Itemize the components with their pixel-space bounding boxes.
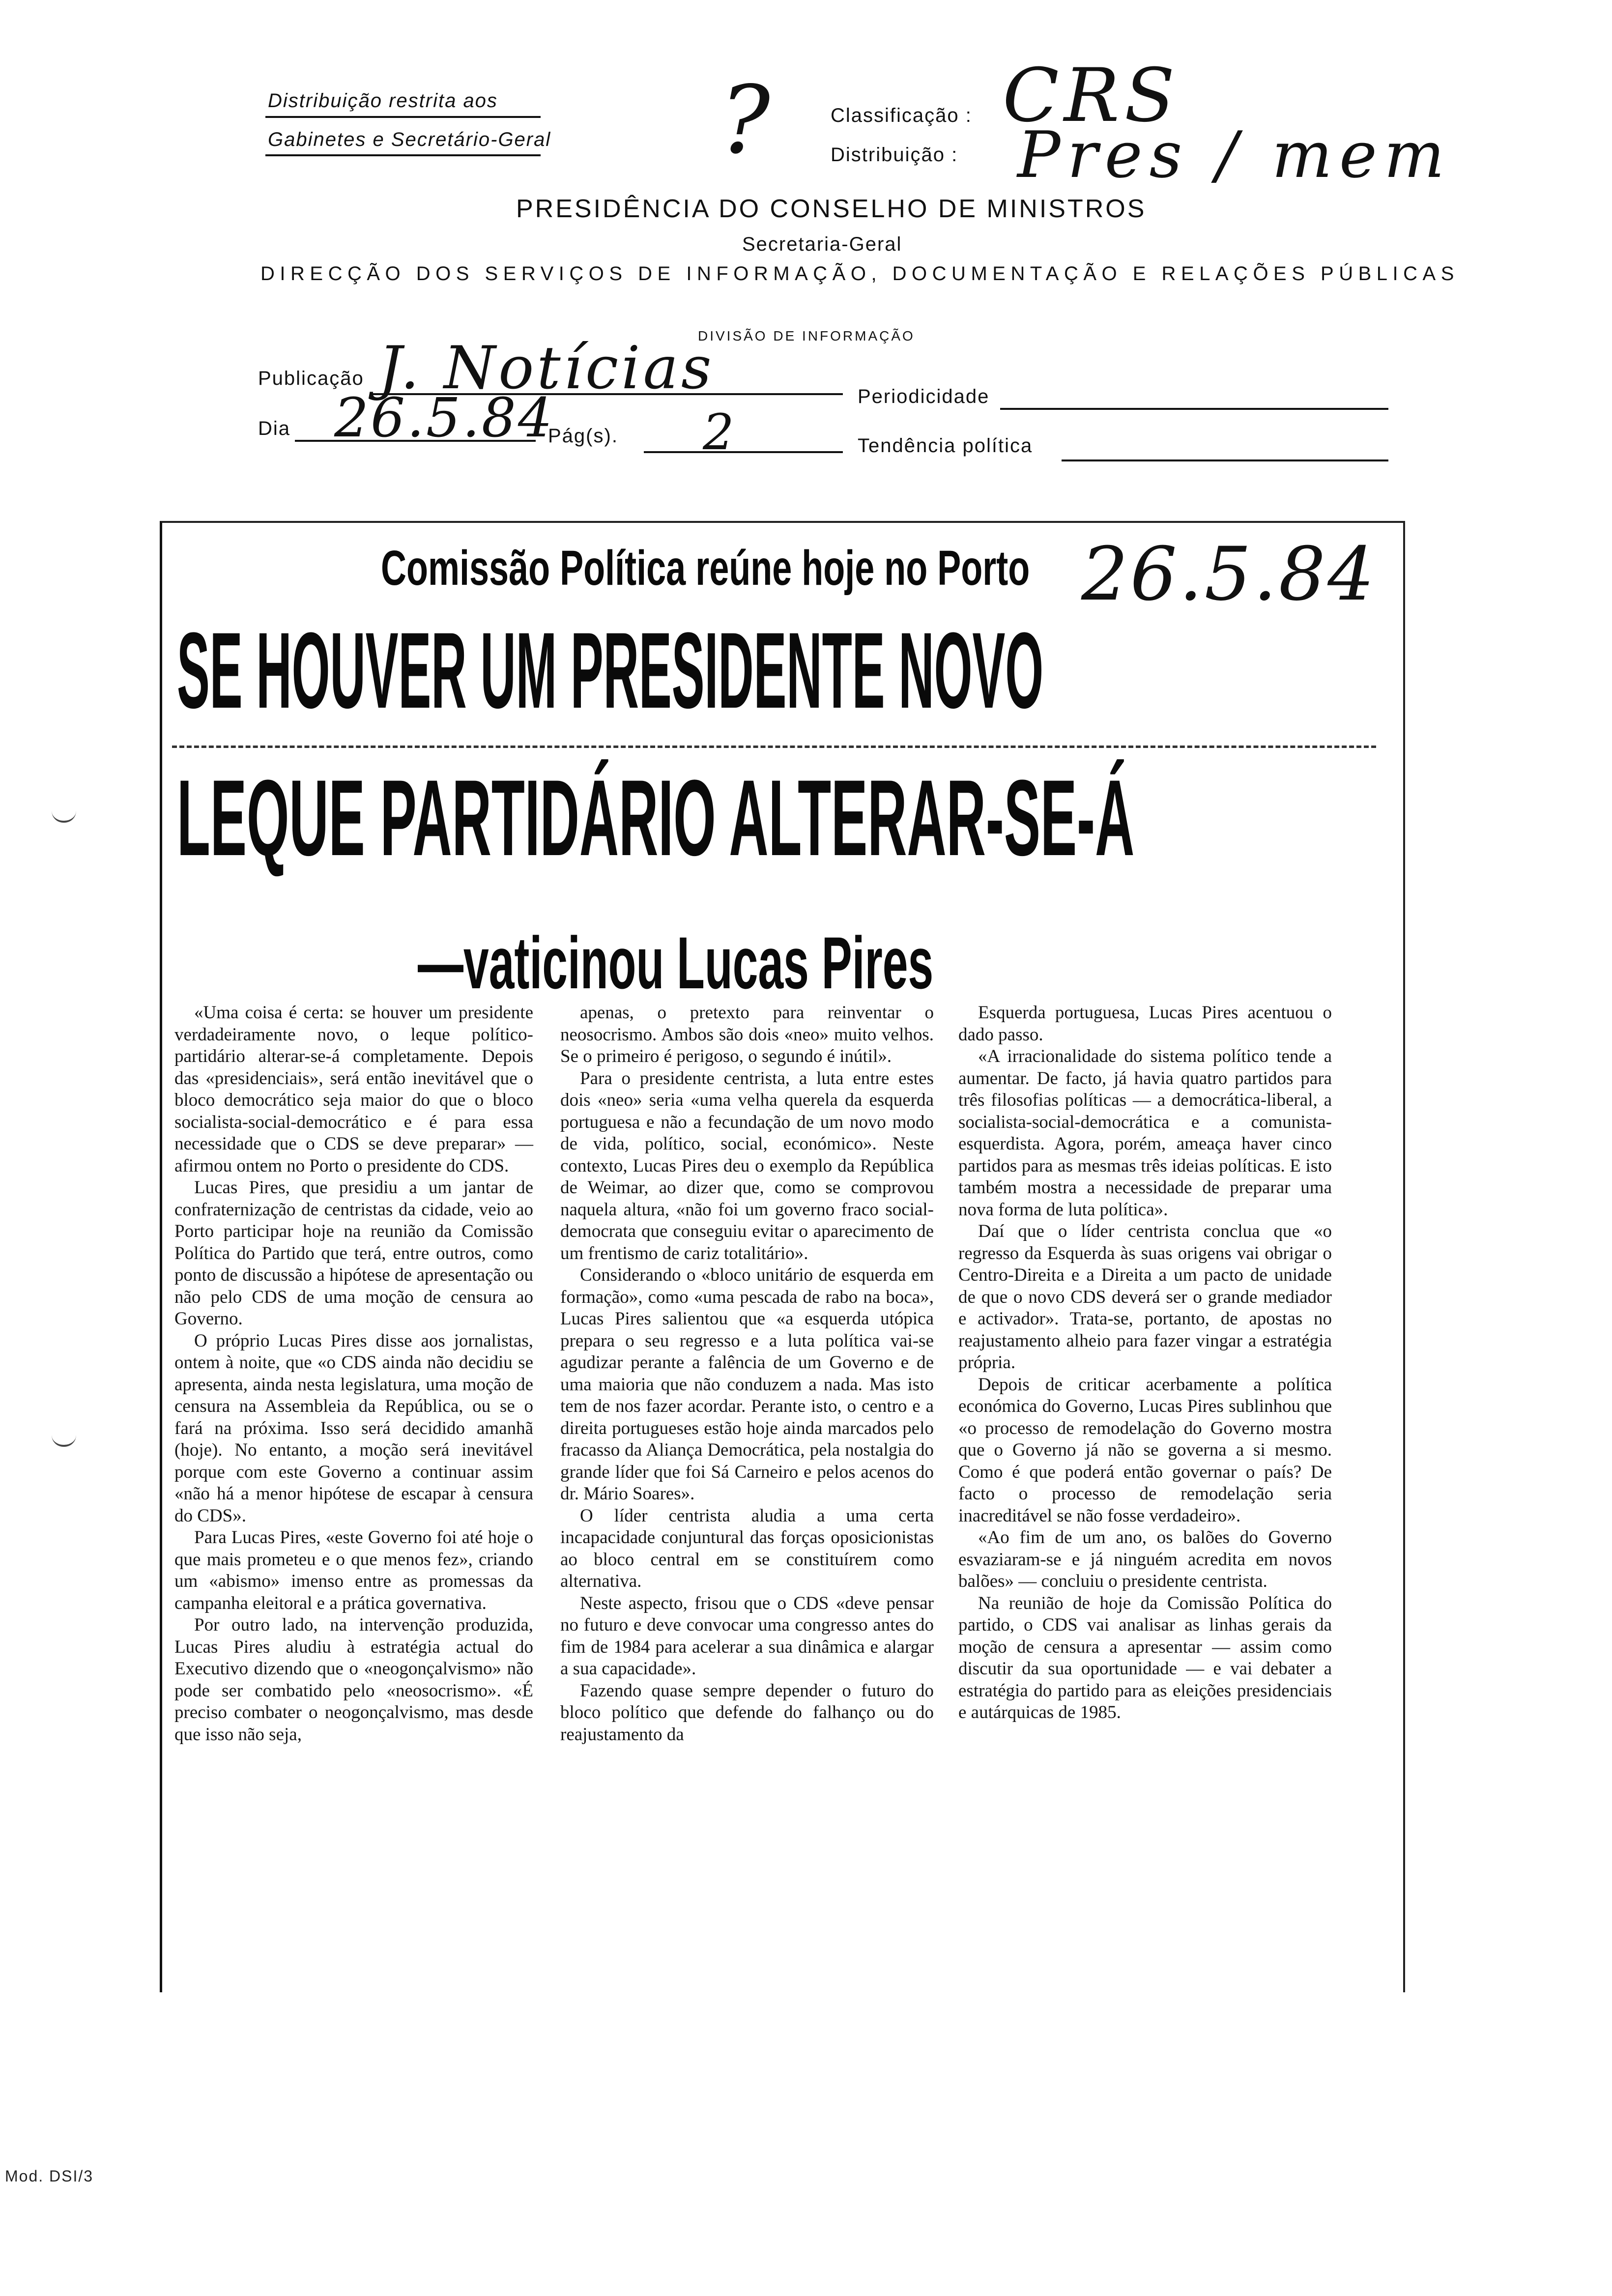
article-paragraph: Neste aspecto, frisou que o CDS «deve pensar no futuro e deve convocar uma congresso antes do fim de 1984 para acelerar a sua dinâmica e alargar a sua capacidade». (560, 1593, 934, 1679)
periodicidade-label: Periodicidade (858, 386, 990, 407)
tendencia-label: Tendência política (858, 435, 1033, 457)
article-paragraph: Esquerda portuguesa, Lucas Pires acentuou o dado passo. (958, 1003, 1332, 1045)
scan-margin-mark (52, 811, 76, 823)
article-paragraph: «A irracionalidade do sistema político tende a aumentar. De facto, já havia quatro partidos para três filosofias políticas — a democrática-liberal, a socialista-social-democrática e a comunista-esquerdista. Agora, porém, ameaça haver cinco partidos para as mesmas três ideias políticas. E isto também mostra a necessidade de preparar uma nova forma de luta política». (958, 1046, 1332, 1220)
publicacao-label: Publicação (258, 368, 364, 389)
handwritten-date-stamp: 26.5.84 (1081, 532, 1377, 617)
periodicidade-line (1000, 408, 1388, 410)
pags-label: Pág(s). (548, 425, 618, 447)
article-paragraph: Lucas Pires, que presidiu a um jantar de confraternização de centristas da cidade, veio ao Porto participar hoje na reunião da Comissão Política do Partido que terá, entre outros, como ponto de discussão a hipótese de apresentação ou não pelo CDS de uma moção de censura ao Governo. (174, 1177, 533, 1329)
clipping-frame (160, 521, 1405, 1992)
article-paragraph: Daí que o líder centrista conclua que «o regresso da Esquerda às suas origens vai obrigar o Centro-Direita e a Direita a um pacto de unidade de que o novo CDS deverá ser o grande mediador e activador». Trata-se, portanto, de apostas no reajustamento alheio para fazer vingar a estratégia própria. (958, 1221, 1332, 1373)
distribution-note-line1: Distribuição restrita aos (268, 90, 498, 112)
handwritten-question-mark: ? (720, 66, 770, 174)
direccao-label: DIRECÇÃO DOS SERVIÇOS DE INFORMAÇÃO, DOCUMENTAÇÃO E RELAÇÕES PÚBLICAS (260, 263, 1459, 285)
article-column-2 (560, 1002, 934, 1746)
article-paragraph: Fazendo quase sempre depender o futuro do bloco político que defende do falhanço ou do reajustamento da (560, 1680, 934, 1745)
secretaria-label: Secretaria-Geral (742, 233, 902, 255)
publicacao-handwritten-value: J. Notícias (378, 334, 715, 402)
dia-handwritten-value: 26.5.84 (334, 386, 554, 449)
article-column-3 (958, 1002, 1332, 1724)
article-paragraph: Por outro lado, na intervenção produzida, Lucas Pires aludiu à estratégia actual do Executivo dizendo que o «neogonçalvismo» não pode ser combatido pelo «neosocrismo». «É preciso combater o neogonçalvismo, mas desde que isso não seja, (174, 1615, 533, 1745)
headline-line2: LEQUE PARTIDÁRIO ALTERAR-SE-Á (177, 757, 1135, 878)
article-column-1 (174, 1002, 533, 1746)
subheadline: —vaticinou Lucas Pires (418, 921, 934, 1004)
article-paragraph: Na reunião de hoje da Comissão Política do partido, o CDS vai analisar as linhas gerais da moção de censura a apresentar — assim como discutir da sua oportunidade — e vai debater a estratégia do partido para as eleições presidenciais e autárquicas de 1985. (958, 1593, 1332, 1722)
dia-label: Dia (258, 418, 291, 439)
distribuicao-handwritten-value: Pres / mem (1017, 117, 1452, 192)
tendencia-line (1062, 459, 1388, 461)
kicker: Comissão Política reúne hoje no Porto (381, 541, 1030, 596)
institution-title: PRESIDÊNCIA DO CONSELHO DE MINISTROS (516, 195, 1147, 223)
divisao-label: DIVISÃO DE INFORMAÇÃO (698, 328, 915, 344)
article-paragraph: Para Lucas Pires, «este Governo foi até hoje o que mais prometeu e o que menos fez», criando um «abismo» imenso entre as promessas da campanha eleitoral e a prática governativa. (174, 1527, 533, 1613)
pags-handwritten-value: 2 (703, 403, 734, 461)
distribuicao-label: Distribuição : (831, 144, 958, 166)
article-paragraph: Considerando o «bloco unitário de esquerda em formação», como «uma pescada de rabo na boca», Lucas Pires salientou que «a esquerda utópica prepara o seu regresso e a luta política vai-se agudizar perante a falência de um Governo e de uma maioria que não conduzem a nada. Mas isto tem de nos fazer acordar. Perante isto, o centro e a direita portugueses estão hoje ainda marcados pelo fracasso da Aliança Democrática, pela nostalgia do grande líder que foi Sá Carneiro e pelos acenos do dr. Mário Soares». (560, 1265, 934, 1504)
distribution-note-underline (265, 116, 541, 118)
article-paragraph: «Uma coisa é certa: se houver um presidente verdadeiramente novo, o leque político-partidário alterar-se-á completamente. Depois das «presidenciais», será então inevitável que o bloco democrático seja maior do que o bloco socialista-social-democrático e é para essa necessidade que o CDS se deve preparar» — afirmou ontem no Porto o presidente do CDS. (174, 1003, 533, 1176)
article-paragraph: O líder centrista aludia a uma certa incapacidade conjuntural das forças oposicionistas ao bloco central em se constituírem como alternativa. (560, 1505, 934, 1591)
article-paragraph: «Ao fim de um ano, os balões do Governo esvaziaram-se e já ninguém acredita em novos balões» — concluiu o presidente centrista. (958, 1527, 1332, 1591)
headline-divider (172, 746, 1376, 748)
classificacao-label: Classificação : (831, 105, 972, 126)
distribution-note-line2: Gabinetes e Secretário-Geral (268, 129, 551, 150)
pags-line (644, 451, 843, 453)
scan-margin-mark (52, 1435, 76, 1447)
article-paragraph: O próprio Lucas Pires disse aos jornalistas, ontem à noite, que «o CDS ainda não decidiu se apresenta, ainda nesta legislatura, uma moção de censura na Assembleia da República, ou se o fará na próxima. Isso será decidido amanhã (hoje). No entanto, a moção será inevitável porque com este Governo a continuar assim «não há a menor hipótese de escapar à censura do CDS». (174, 1330, 533, 1526)
form-code: Mod. DSI/3 (5, 2167, 94, 2185)
article-paragraph: Para o presidente centrista, a luta entre estes dois «neo» seria «uma velha querela da esquerda portuguesa e não a fecundação de um novo modo de vida, político, social, económico». Neste contexto, Lucas Pires deu o exemplo da República de Weimar, ao dizer que, como se comprovou naquela altura, «não foi um governo fraco social-democrata que conseguiu evitar o aparecimento de um frentismo de cariz totalitário». (560, 1068, 934, 1263)
headline-line1: SE HOUVER UM PRESIDENTE NOVO (177, 610, 1044, 731)
classificacao-handwritten-value: CRS (1003, 53, 1180, 139)
article-paragraph: Depois de criticar acerbamente a política económica do Governo, Lucas Pires sublinhou que «o processo de remodelação do Governo mostra que o Governo já não se governa a si mesmo. Como é que poderá então governar o país? De facto o processo de remodelação seria inacreditável se não fosse verdadeiro». (958, 1374, 1332, 1526)
article-paragraph: apenas, o pretexto para reinventar o neosocrismo. Ambos são dois «neo» muito velhos. Se o primeiro é perigoso, o segundo é inútil». (560, 1003, 934, 1066)
distribution-note-underline-2 (265, 154, 541, 156)
